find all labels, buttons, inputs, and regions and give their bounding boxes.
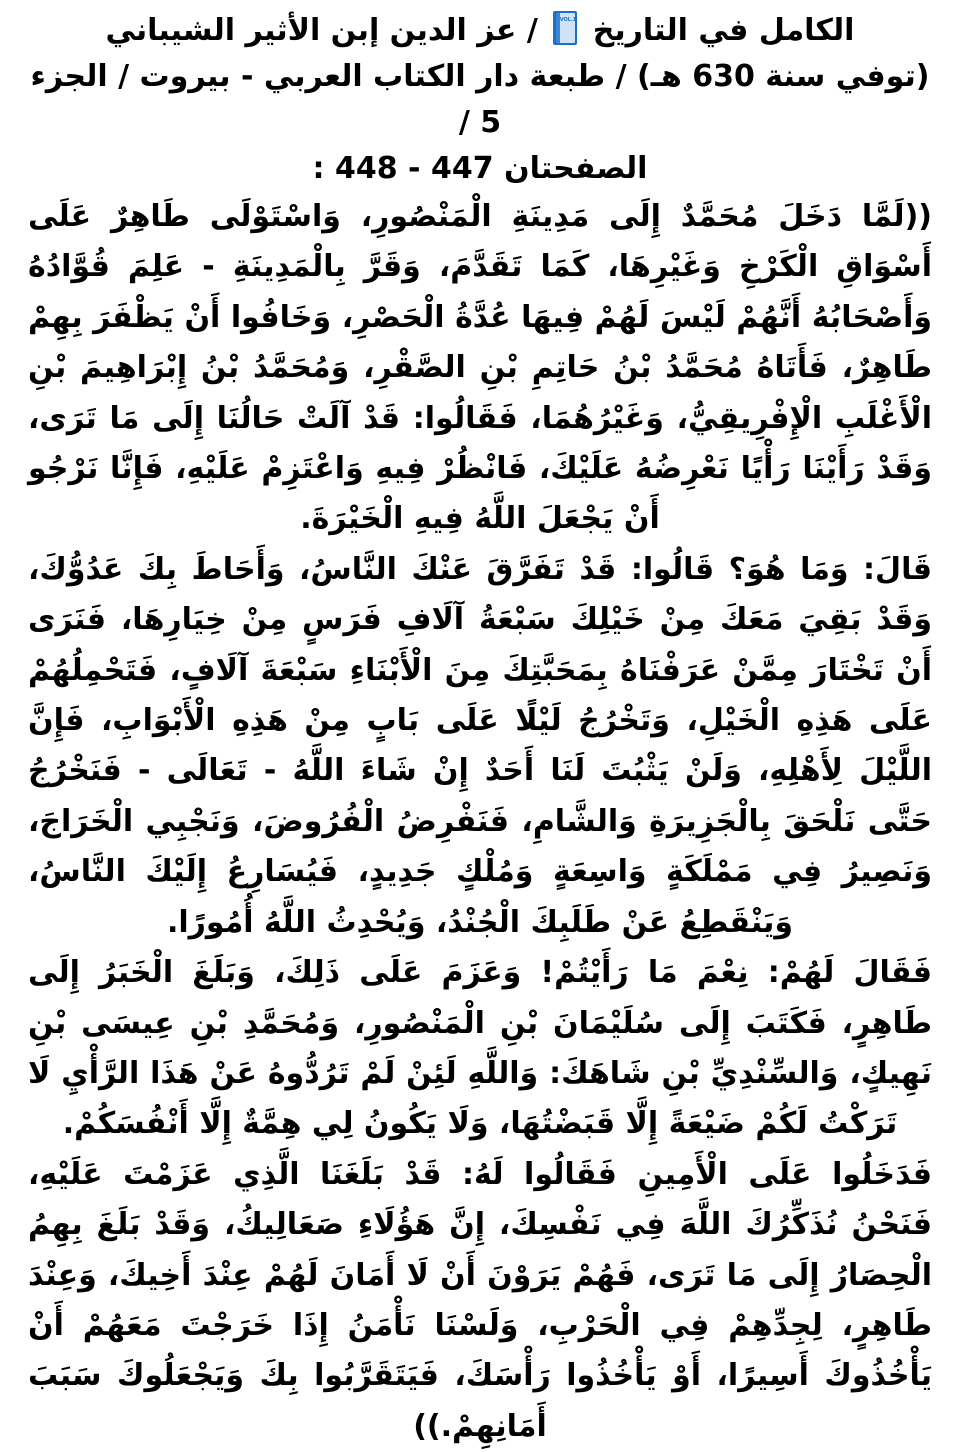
header-line-3: الصفحتان 447 - 448 :: [312, 151, 648, 186]
paragraph-2: قَالَ: وَمَا هُوَ؟ قَالُوا: قَدْ تَفَرَّقَ عَنْكَ النَّاسُ، وَأَحَاطَ بِكَ عَدُوُّكَ، وَقَدْ بَقِيَ مَعَكَ مِنْ خَيْلِكَ سَبْعَةُ آلَافِ فَرَسٍ مِنْ خِيَارِهَا، فَنَرَى أَنْ تَخْتَارَ مِمَّنْ عَرَفْنَاهُ بِمَحَبَّتِكَ مِنَ الْأَبْنَاءِ سَبْعَةَ آلَافٍ، فَتَحْمِلُهُمْ عَلَى هَذِهِ الْخَيْلِ، وَتَخْرُجُ لَيْلًا عَلَى بَابٍ مِنْ هَذِهِ الْأَبْوَابِ، فَإِنَّ اللَّيْلَ لِأَهْلِهِ، وَلَنْ يَثْبُتَ لَنَا أَحَدٌ إِنْ شَاءَ اللَّهُ - تَعَالَى - فَنَخْرُجُ حَتَّى نَلْحَقَ بِالْجَزِيرَةِ وَالشَّامِ، فَنَفْرِضُ الْفُرُوضَ، وَنَجْبِي الْخَرَاجَ، وَنَصِيرُ فِي مَمْلَكَةٍ وَاسِعَةٍ وَمُلْكٍ جَدِيدٍ، فَيُسَارِعُ إِلَيْكَ النَّاسُ، وَيَنْقَطِعُ عَنْ طَلَبِكَ الْجُنْدُ، وَيُحْدِثُ اللَّهُ أُمُورًا.: [28, 551, 932, 940]
book-icon: [552, 10, 578, 46]
header-line-1: [28, 8, 932, 54]
paragraph-1: ((لَمَّا دَخَلَ مُحَمَّدٌ إِلَى مَدِينَةِ الْمَنْصُورِ، وَاسْتَوْلَى طَاهِرٌ عَلَى أَسْوَاقِ الْكَرْخِ وَغَيْرِهَا، كَمَا تَقَدَّمَ، وَقَرَّ بِالْمَدِينَةِ - عَلِمَ قُوَّادُهُ وَأَصْحَابُهُ أَنَّهُمْ لَيْسَ لَهُمْ فِيهَا عُدَّةُ الْحَصْرِ، وَخَافُوا أَنْ يَظْفَرَ بِهِمْ طَاهِرٌ، فَأَتَاهُ مُحَمَّدُ بْنُ حَاتِمِ بْنِ الصَّقْرِ، وَمُحَمَّدُ بْنُ إِبْرَاهِيمَ بْنِ الْأَغْلَبِ الْإِفْرِيقِيُّ، وَغَيْرُهُمَا، فَقَالُوا: قَدْ آلَتْ حَالُنَا إِلَى مَا تَرَى، وَقَدْ رَأَيْنَا رَأْيًا نَعْرِضُهُ عَلَيْكَ، فَانْظُرْ فِيهِ وَاعْتَزِمْ عَلَيْهِ، فَإِنَّا نَرْجُو أَنْ يَجْعَلَ اللَّهُ فِيهِ الْخَيْرَةَ.: [28, 199, 932, 537]
document-header: [28, 8, 932, 192]
book-title: الكامل في التاريخ: [592, 13, 855, 48]
header-line-2: (توفي سنة 630 هـ) / طبعة دار الكتاب العربي - بيروت / الجزء 5 /: [30, 59, 930, 140]
author-name: / عز الدين إبن الأثير الشيباني: [105, 13, 538, 48]
paragraph-3: فَقَالَ لَهُمْ: نِعْمَ مَا رَأَيْتُمْ! وَعَزَمَ عَلَى ذَلِكَ، وَبَلَغَ الْخَبَرُ إِلَى طَاهِرٍ، فَكَتَبَ إِلَى سُلَيْمَانَ بْنِ الْمَنْصُورِ، وَمُحَمَّدِ بْنِ عِيسَى بْنِ نَهِيكٍ، وَالسِّنْدِيِّ بْنِ شَاهَكَ: وَاللَّهِ لَئِنْ لَمْ تَرُدُّوهُ عَنْ هَذَا الرَّأْيِ لَا تَرَكْتُ لَكُمْ ضَيْعَةً إِلَّا قَبَضْتُهَا، وَلَا يَكُونُ لِي هِمَّةٌ إِلَّا أَنْفُسَكُمْ.: [28, 955, 932, 1142]
paragraph-4: فَدَخَلُوا عَلَى الْأَمِينِ فَقَالُوا لَهُ: قَدْ بَلَغَنَا الَّذِي عَزَمْتَ عَلَيْهِ، فَنَحْنُ نُذَكِّرُكَ اللَّهَ فِي نَفْسِكَ، إِنَّ هَؤُلَاءِ صَعَالِيكُ، وَقَدْ بَلَغَ بِهِمُ الْحِصَارُ إِلَى مَا تَرَى، فَهُمْ يَرَوْنَ أَنْ لَا أَمَانَ لَهُمْ عِنْدَ أَخِيكَ، وَعِنْدَ طَاهِرٍ، لِجِدِّهِمْ فِي الْحَرْبِ، وَلَسْنَا نَأْمَنُ إِذَا خَرَجْتَ مَعَهُمْ أَنْ يَأْخُذُوكَ أَسِيرًا، أَوْ يَأْخُذُوا رَأْسَكَ، فَيَتَقَرَّبُوا بِكَ وَيَجْعَلُوكَ سَبَبَ أَمَانِهِمْ.)): [28, 1156, 932, 1444]
book-icon-label: VOL.1: [559, 17, 577, 23]
